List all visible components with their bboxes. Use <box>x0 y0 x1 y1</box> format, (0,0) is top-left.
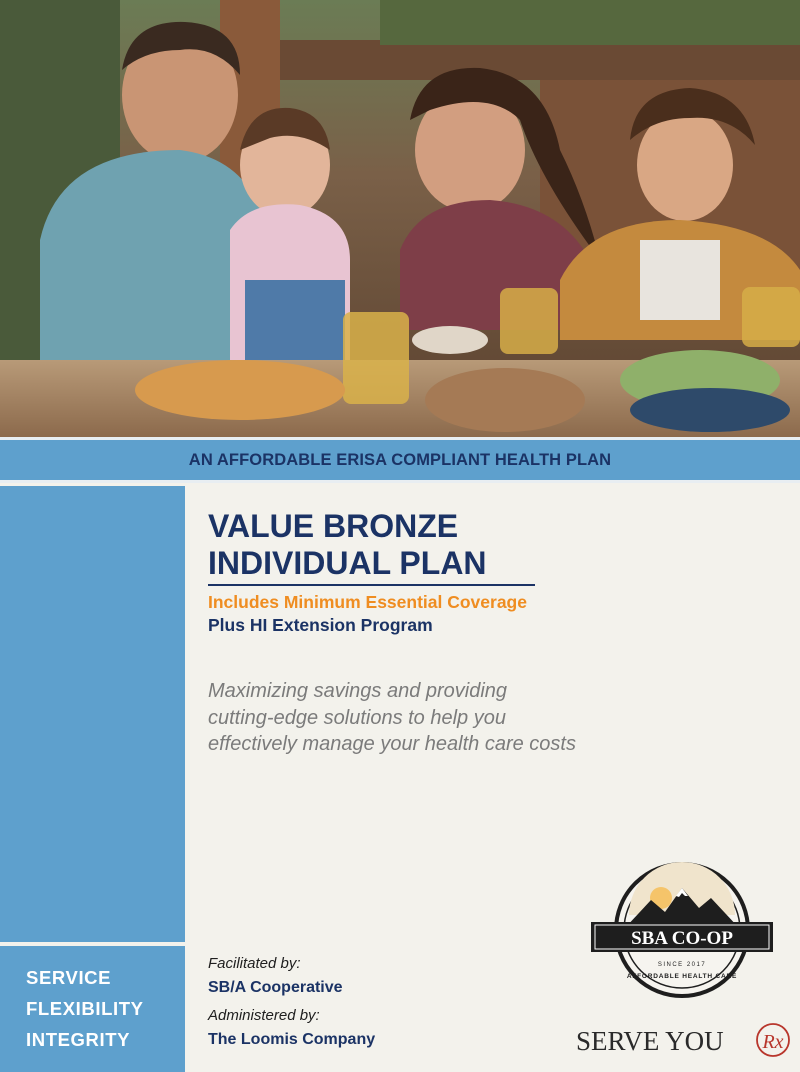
value-service: SERVICE <box>26 967 112 988</box>
tagline-line3: effectively manage your health care costs <box>208 733 576 755</box>
rx-icon: Rx <box>762 1031 784 1053</box>
plan-subtitle-extension: Plus HI Extension Program <box>208 615 433 635</box>
company-values <box>26 966 144 1059</box>
administered-label: Administered by: <box>208 1007 320 1024</box>
plan-title-line2: INDIVIDUAL PLAN <box>208 545 487 581</box>
value-flexibility: FLEXIBILITY <box>26 998 144 1019</box>
hero-family-photo <box>0 0 800 437</box>
compliance-banner <box>0 437 800 483</box>
plan-title-line1: VALUE BRONZE <box>208 508 459 544</box>
plan-subtitle-coverage: Includes Minimum Essential Coverage <box>208 592 527 612</box>
plan-tagline <box>208 678 678 758</box>
serve-you-rx-logo <box>576 1018 800 1062</box>
plan-title <box>208 508 487 582</box>
svg-text:AFFORDABLE HEALTH CARE: AFFORDABLE HEALTH CARE <box>626 973 738 980</box>
administrator-name: The Loomis Company <box>208 1031 376 1048</box>
facilitator-name: SB/A Cooperative <box>208 979 343 996</box>
banner-text: AN AFFORDABLE ERISA COMPLIANT HEALTH PLAN <box>188 450 612 469</box>
tagline-line2: cutting-edge solutions to help you <box>208 706 506 729</box>
tagline-line1: Maximizing savings and providing <box>208 680 508 702</box>
serve-you-text: SERVE YOU <box>576 1026 724 1056</box>
logo-name: SBA CO-OP <box>631 928 733 949</box>
value-integrity: INTEGRITY <box>26 1029 131 1050</box>
svg-text:SINCE 2017: SINCE 2017 <box>657 962 707 968</box>
facilitated-label: Facilitated by: <box>208 955 301 972</box>
title-divider <box>208 584 535 586</box>
sba-coop-logo <box>589 860 775 1000</box>
left-accent-column <box>0 486 185 942</box>
